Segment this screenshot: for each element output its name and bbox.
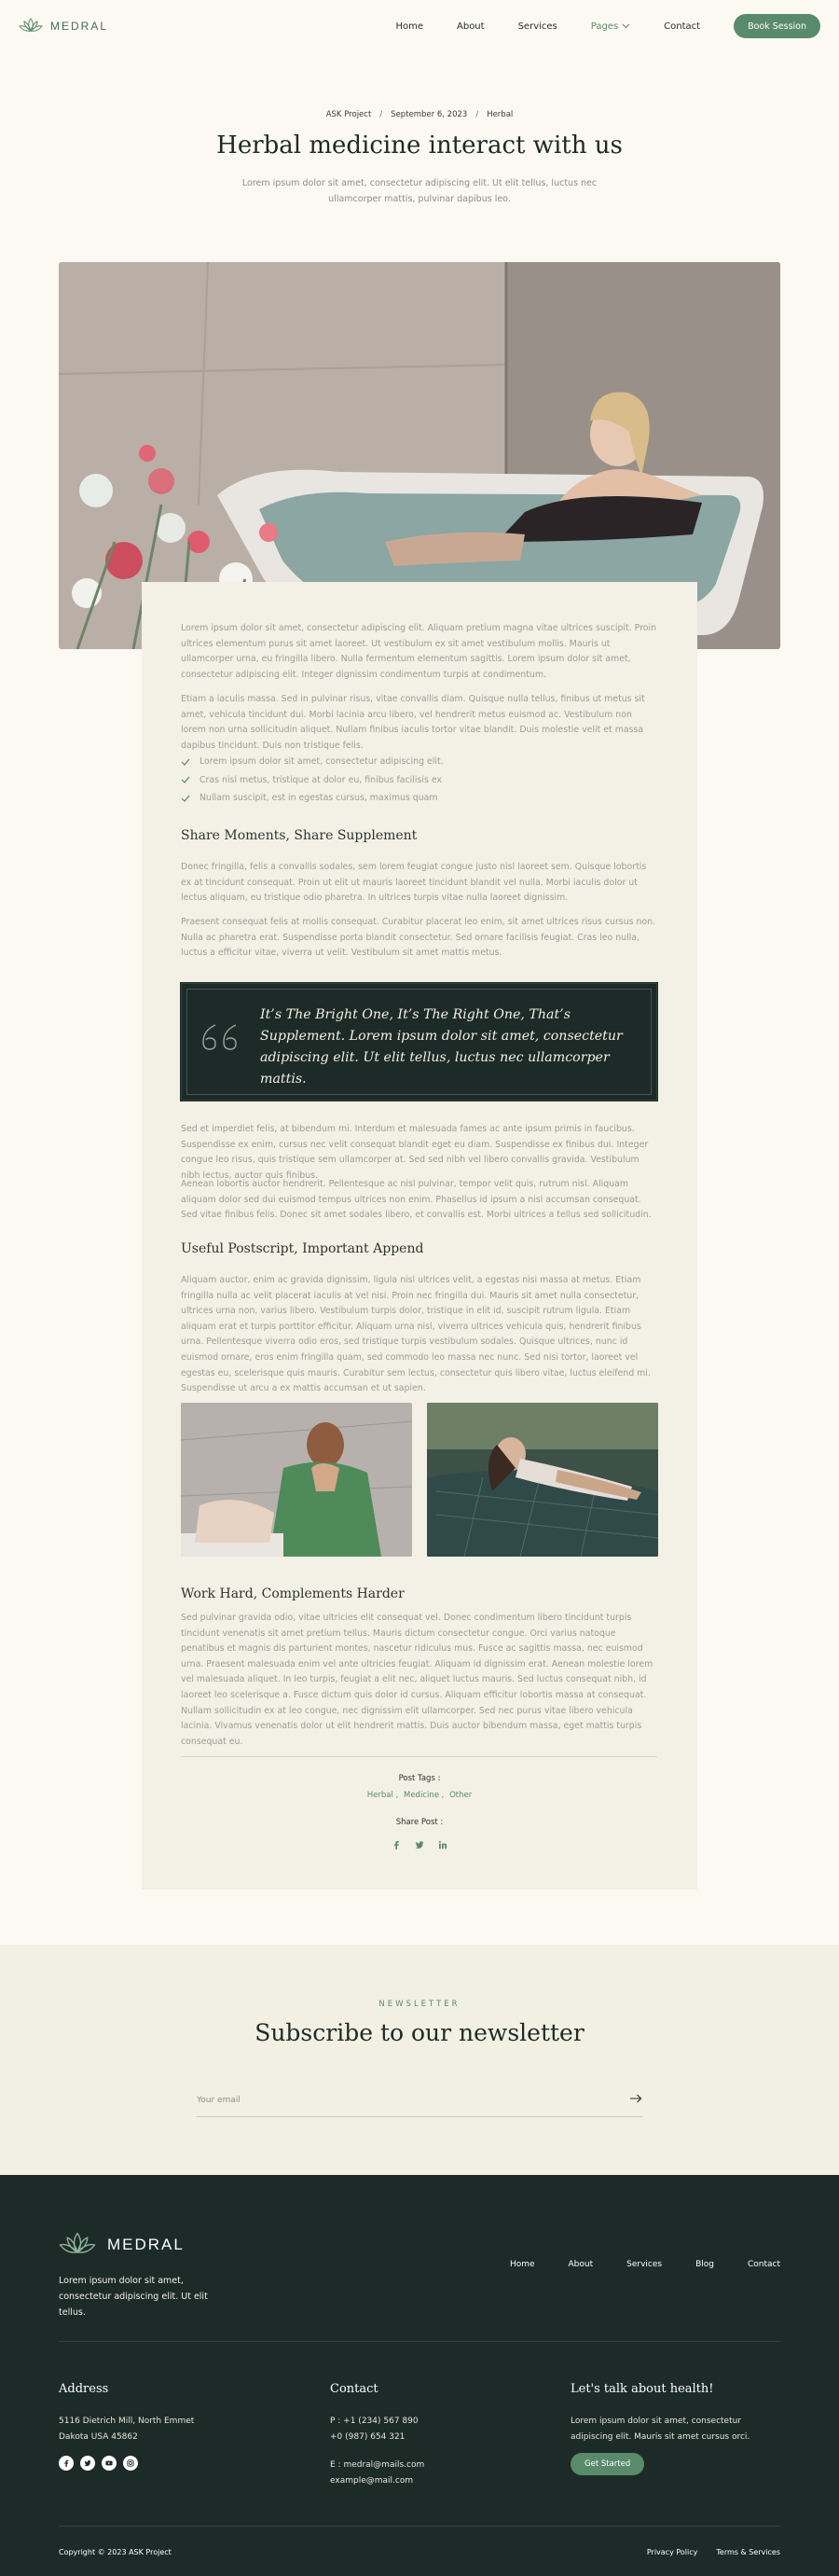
article-paragraph: Donec fringilla, felis a convallis sodales, sem lorem feugiat congue justo nisl laoreet sem. Quisque lobortis ex at tincidunt consequat. Proin ut elit ut mauris laoreet tincidunt blandit vel nulla. Morbi iaculis dolor ut lectus aliquam, eu tristique odio pharetra. In ultrices turpis vitae nulla laoreet dignissim.	[181, 862, 647, 904]
massage-illustration	[181, 1403, 412, 1557]
post-title: Herbal medicine interact with us	[216, 132, 623, 159]
facebook-icon	[392, 1840, 401, 1849]
lotus-logo-icon	[19, 17, 43, 35]
pull-quote	[181, 983, 657, 1101]
chevron-down-icon	[622, 23, 630, 29]
footer-social	[59, 2456, 138, 2471]
twitter-icon	[415, 1840, 424, 1849]
footer-nav	[510, 2260, 780, 2269]
post-date: September 6, 2023	[391, 110, 468, 119]
post-tags	[142, 1791, 697, 1800]
contact-email[interactable]: E : medral@mails.com	[330, 2460, 425, 2471]
footer-cta-text: Lorem ipsum dolor sit amet, consectetur adipiscing elit. Mauris sit amet cursus orci.	[571, 2417, 750, 2442]
footer-tagline: Lorem ipsum dolor sit amet, consectetur adipiscing elit. Ut elit tellus.	[59, 2276, 208, 2318]
newsletter-form	[197, 2085, 642, 2117]
privacy-policy-link[interactable]: Privacy Policy	[646, 2548, 698, 2556]
instagram-icon	[127, 2459, 134, 2467]
share-post-label: Share Post :	[395, 1818, 444, 1827]
twitter-icon	[84, 2459, 91, 2467]
tag-separator: ,	[392, 1791, 399, 1800]
contact-email[interactable]: example@mail.com	[330, 2475, 414, 2486]
article-paragraph: Sed et imperdiet felis, at bibendum mi. Interdum et malesuada fames ac ante ipsum primis in faucibus. Suspendisse ex enim, cursus nec velit consequat blandit eget eu diam. Suspendisse ex finibus dui. Integer congue leo risus, quis tristique sem ullamcorper at. Sed sed nibh vel libero convallis gravida. Vestibulum nibh lectus, auctor quis finibus.	[181, 1124, 649, 1181]
copyright: Copyright © 2023 ASK Project	[59, 2548, 172, 2556]
tag-separator: ,	[438, 1791, 445, 1800]
check-icon	[181, 776, 190, 783]
article-paragraph: Aenean lobortis auctor hendrerit. Pellentesque ac nisl pulvinar, tempor velit quis, rutrum nisl. Aliquam aliquam dolor sed dui euismod tempus ultrices non enim. Phasellus id ipsum a nisl accumsan consequat. Sed vitae finibus felis. Donec sit amet sodales libero, et convallis est. Morbi ultrices a tellus sed sollicitudin.	[181, 1179, 652, 1221]
checklist-item	[181, 771, 657, 790]
nav-pages-label: Pages	[590, 21, 619, 32]
section-heading: Useful Postscript, Important Append	[181, 1241, 424, 1256]
footer-contact	[330, 2414, 424, 2488]
checklist-text: Nullam suscipit, est in egestas cursus, maximus quam	[199, 793, 438, 804]
address-line: 5116 Dietrich Mill, North Emmet	[59, 2417, 195, 2426]
youtube-icon	[105, 2459, 113, 2467]
tag-link[interactable]: Medicine	[403, 1791, 439, 1800]
footer-logo-text: MEDRAL	[107, 2236, 185, 2253]
site-footer	[0, 2175, 839, 2576]
nav-about[interactable]: About	[457, 21, 485, 32]
footer-address	[59, 2414, 194, 2444]
meta-separator: /	[475, 110, 479, 119]
tag-link[interactable]: Other	[449, 1791, 473, 1800]
site-header	[0, 0, 839, 52]
checklist-text: Lorem ipsum dolor sit amet, consectetur adipiscing elit.	[199, 756, 444, 768]
post-tags-label: Post Tags :	[398, 1774, 441, 1783]
logo-text: MEDRAL	[50, 20, 109, 33]
checklist-item	[181, 789, 657, 808]
article-paragraph: Aliquam auctor, enim ac gravida dignissim, ligula nisl ultrices velit, a egestas nisi massa at metus. Etiam fringilla nulla ac velit placerat iaculis at vel nisi. Proin nec fringilla dui. Mauris sit amet nulla consectetur, ultrices urna non, varius libero. Vestibulum turpis dolor, tristique in elit id, suscipit rutrum ligula. Etiam aliquam erat et turpis porttitor efficitur. Aliquam urna nisl, viverra ultrices vehicula quis, hendrerit finibus urna. Pellentesque viverra odio eros, sed tristique turpis vestibulum sodales. Quisque ultrices, nunc id euismod ornare, eros enim fringilla quam, sed commodo leo massa nec nunc. Sed nisi tortor, laoreet vel egestas eu, scelerisque quis mauris. Curabitur sem lectus, consectetur quis libero vitae, luctus eleifend mi. Suspendisse ut arcu a ex mattis accumsan et ut sapien.	[181, 1275, 651, 1394]
newsletter-kicker: NEWSLETTER	[378, 2000, 461, 2009]
footer-nav-blog[interactable]: Blog	[695, 2260, 714, 2269]
terms-link[interactable]: Terms & Services	[716, 2548, 780, 2556]
logo[interactable]	[19, 17, 108, 35]
footer-contact-title: Contact	[330, 2382, 378, 2396]
footer-nav-services[interactable]: Services	[626, 2260, 663, 2269]
section-heading: Share Moments, Share Supplement	[181, 828, 418, 843]
check-icon	[181, 758, 190, 766]
footer-logo[interactable]	[59, 2230, 185, 2260]
facebook-icon	[62, 2459, 70, 2467]
share-twitter[interactable]	[415, 1835, 424, 1853]
nav-services[interactable]: Services	[517, 21, 557, 32]
footer-divider	[59, 2341, 780, 2342]
post-intro: Lorem ipsum dolor sit amet, consectetur adipiscing elit. Ut elit tellus, luctus nec ullamcorper mattis, pulvinar dapibus leo.	[241, 178, 598, 204]
main-nav	[378, 14, 820, 38]
article-paragraph: Sed pulvinar gravida odio, vitae ultricies elit consequat vel. Donec condimentum libero tincidunt turpis tincidunt venenatis sit amet pretium tellus. Mauris dictum consectetur congue. Orci varius natoque penatibus et magnis dis parturient montes, nascetur ridiculus mus. Fusce ac sagittis massa, nec euismod urna. Praesent malesuada enim vel ante ultricies feugiat. Aliquam id dignissim erat. Aenean molestie lorem vel malesuada aliquet. In leo turpis, feugiat a elit nec, aliquet luctus mauris. Sed luctus consequat nibh, id laoreet leo scelerisque a. Fusce dictum quis dolor id cursus. Aliquam efficitur lobortis massa at consequat. Nullam sollicitudin ex at leo congue, nec dignissim elit ullamcorper. Sed nec purus vitae libero vehicula lacinia. Vivamus venenatis dolor ut elit hendrerit mattis. Duis auctor bibendum massa, eget mattis turpis consequat eu.	[181, 1613, 653, 1747]
contact-phone[interactable]: +0 (987) 654 321	[330, 2431, 406, 2442]
lotus-logo-icon	[59, 2230, 96, 2260]
footer-nav-contact[interactable]: Contact	[747, 2260, 780, 2269]
meta-separator: /	[379, 110, 383, 119]
article-paragraph: Praesent consequat felis at mollis consequat. Curabitur placerat leo enim, sit amet ultrices risus cursus non. Nulla ac pharetra erat. Suspendisse porta blandit consectetur. Sed ornare facilisis feugiat. Cras leo nulla, luctus a efficitur vitae, viverra ut velit. Vestibulum sit amet mattis metus.	[181, 917, 656, 959]
address-line: Dakota USA 45862	[59, 2431, 138, 2442]
social-facebook[interactable]	[59, 2456, 74, 2471]
checklist-item	[181, 753, 657, 771]
share-facebook[interactable]	[392, 1835, 401, 1853]
linkedin-icon	[438, 1840, 447, 1849]
footer-address-title: Address	[59, 2382, 109, 2396]
footer-nav-home[interactable]: Home	[509, 2260, 535, 2269]
post-meta	[0, 110, 839, 119]
quote-text: It’s The Bright One, It’s The Right One, That’s Supplement. Lorem ipsum dolor sit amet, consectetur adipiscing elit. Ut elit tellus, luctus nec ullamcorper mattis.	[260, 1007, 623, 1087]
footer-nav-about[interactable]: About	[568, 2260, 594, 2269]
footer-divider	[59, 2526, 780, 2527]
checklist-text: Cras nisl metus, tristique at dolor eu, finibus facilisis ex	[199, 774, 442, 785]
checklist	[181, 753, 657, 808]
nav-contact[interactable]: Contact	[664, 21, 701, 32]
post-author[interactable]: ASK Project	[325, 110, 372, 119]
newsletter-email-input[interactable]	[197, 2091, 598, 2110]
newsletter-section	[0, 1945, 839, 2175]
article-photo-massage	[181, 1403, 412, 1557]
book-session-button[interactable]: Book Session	[734, 14, 820, 38]
check-icon	[181, 795, 190, 802]
footer-cta-title: Let's talk about health!	[571, 2382, 714, 2396]
newsletter-title: Subscribe to our newsletter	[254, 2019, 585, 2046]
article-card	[142, 582, 697, 1890]
social-instagram[interactable]	[123, 2456, 138, 2471]
nav-pages[interactable]	[591, 21, 630, 32]
nav-home[interactable]: Home	[395, 21, 423, 32]
post-category[interactable]: Herbal	[487, 110, 514, 119]
get-started-button[interactable]: Get Started	[571, 2453, 644, 2475]
quote-mark-icon	[200, 1021, 240, 1053]
section-heading: Work Hard, Complements Harder	[181, 1586, 405, 1601]
divider	[181, 1756, 657, 1757]
arrow-right-icon[interactable]	[629, 2092, 642, 2105]
tag-link[interactable]: Herbal	[366, 1791, 393, 1800]
article-photo-relax	[427, 1403, 658, 1557]
share-links	[142, 1835, 697, 1853]
social-twitter[interactable]	[80, 2456, 95, 2471]
article-paragraph: Lorem ipsum dolor sit amet, consectetur adipiscing elit. Aliquam pretium magna vitae ultrices suscipit. Proin ultrices elementum purus sit amet laoreet. Ut vestibulum ex sit amet vestibulum mollis. Mauris ut ullamcorper urna, eu fringilla libero. Nulla fermentum elementum sagittis. Lorem ipsum dolor sit amet, consectetur adipiscing elit. Integer dignissim condimentum turpis at condimentum.	[181, 623, 657, 680]
relax-illustration	[427, 1403, 658, 1557]
social-youtube[interactable]	[102, 2456, 117, 2471]
contact-phone[interactable]: P : +1 (234) 567 890	[330, 2417, 419, 2426]
contact-spacer	[330, 2444, 424, 2458]
legal-links	[647, 2548, 780, 2556]
article-paragraph: Etiam a iaculis massa. Sed in pulvinar risus, vitae convallis diam. Quisque nulla tellus, finibus ut metus sit amet, vehicula tincidunt dui. Morbi lacinia arcu libero, vel hendrerit metus euismod ac. Vestibulum non lorem non urna sollicitudin aliquet. Nullam finibus iaculis tortor vitae blandit. Duis molestie velit et massa dapibus tincidunt. Duis non tristique felis.	[181, 694, 645, 751]
share-linkedin[interactable]	[438, 1835, 447, 1853]
